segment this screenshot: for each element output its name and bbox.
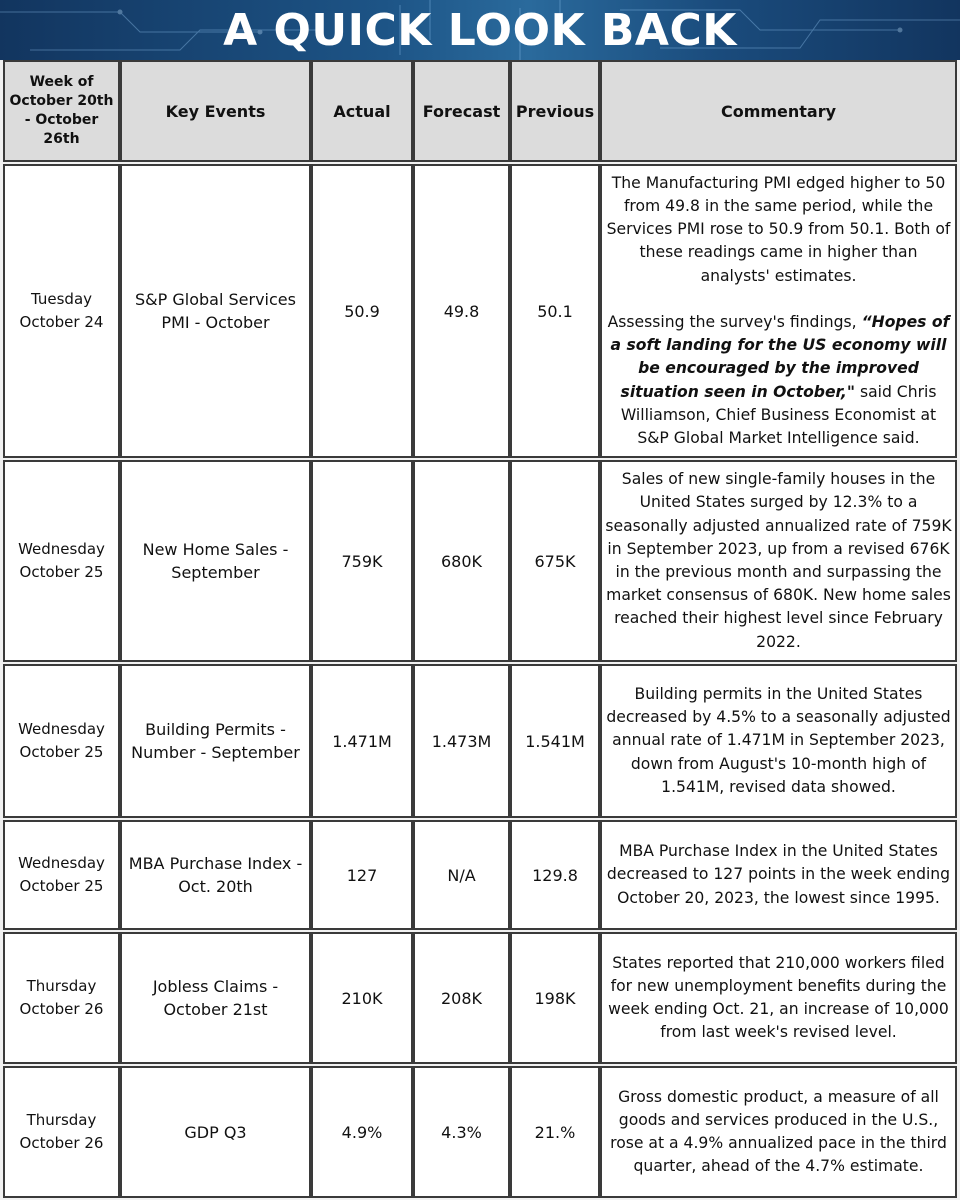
row-5-commentary: States reported that 210,000 workers filed for new unemployment benefits during the week ending Oct. 21, an increase of 10,000 from last week's revised level.: [600, 932, 957, 1064]
row-3-actual: 1.471M: [311, 664, 413, 818]
header-week-of: Week of October 20th - October 26th: [3, 60, 120, 162]
row-4-previous: 129.8: [510, 820, 600, 930]
row-1-event: S&P Global Services PMI - October: [120, 164, 311, 458]
row-5-previous: 198K: [510, 932, 600, 1064]
header-commentary: Commentary: [600, 60, 957, 162]
row-3-day: Wednesday October 25: [3, 664, 120, 818]
row-1-actual: 50.9: [311, 164, 413, 458]
row-3-forecast: 1.473M: [413, 664, 510, 818]
header-previous: Previous: [510, 60, 600, 162]
row-1-previous: 50.1: [510, 164, 600, 458]
row-2-forecast: 680K: [413, 460, 510, 662]
row-6-previous: 21.%: [510, 1066, 600, 1198]
row-1-commentary-p2-post: said Chris Williamson, Chief Business Economist at S&P Global Market Intelligence said.: [620, 382, 937, 448]
header-key-events: Key Events: [120, 60, 311, 162]
row-2-actual: 759K: [311, 460, 413, 662]
page-title: A QUICK LOOK BACK: [223, 5, 737, 56]
row-6-commentary: Gross domestic product, a measure of all goods and services produced in the U.S., rose at a 4.9% annualized pace in the third quarter, ahead of the 4.7% estimate.: [600, 1066, 957, 1198]
row-4-day: Wednesday October 25: [3, 820, 120, 930]
row-4-forecast: N/A: [413, 820, 510, 930]
row-1-day: Tuesday October 24: [3, 164, 120, 458]
header-forecast: Forecast: [413, 60, 510, 162]
row-3-previous: 1.541M: [510, 664, 600, 818]
row-6-day: Thursday October 26: [3, 1066, 120, 1198]
row-4-commentary: MBA Purchase Index in the United States decreased to 127 points in the week ending October 20, 2023, the lowest since 1995.: [600, 820, 957, 930]
header-actual: Actual: [311, 60, 413, 162]
row-3-commentary: Building permits in the United States decreased by 4.5% to a seasonally adjusted annual rate of 1.471M in September 2023, down from August's 10-month high of 1.541M, revised data showed.: [600, 664, 957, 818]
row-5-forecast: 208K: [413, 932, 510, 1064]
row-2-commentary: Sales of new single-family houses in the United States surged by 12.3% to a seasonally adjusted annualized rate of 759K in September 2023, up from a revised 676K in the previous month and surpassing the market consensus of 680K. New home sales reached their highest level since February 2022.: [600, 460, 957, 662]
row-1-commentary-quote: “Hopes of a soft landing for the US economy will be encouraged by the improved situation seen in October,": [610, 313, 950, 401]
row-6-forecast: 4.3%: [413, 1066, 510, 1198]
row-4-actual: 127: [311, 820, 413, 930]
row-1-commentary-p2-pre: Assessing the survey's findings,: [607, 313, 862, 331]
row-5-event: Jobless Claims - October 21st: [120, 932, 311, 1064]
row-2-day: Wednesday October 25: [3, 460, 120, 662]
row-2-previous: 675K: [510, 460, 600, 662]
row-5-actual: 210K: [311, 932, 413, 1064]
row-2-event: New Home Sales - September: [120, 460, 311, 662]
row-4-event: MBA Purchase Index - Oct. 20th: [120, 820, 311, 930]
row-1-commentary-p1: The Manufacturing PMI edged higher to 50 from 49.8 in the same period, while the Services PMI rose to 50.9 from 50.1. Both of these readings came in higher than analysts' estimates.: [606, 173, 951, 285]
row-1-commentary: [600, 164, 957, 458]
row-5-day: Thursday October 26: [3, 932, 120, 1064]
row-6-event: GDP Q3: [120, 1066, 311, 1198]
row-6-actual: 4.9%: [311, 1066, 413, 1198]
row-1-forecast: 49.8: [413, 164, 510, 458]
row-3-event: Building Permits - Number - September: [120, 664, 311, 818]
